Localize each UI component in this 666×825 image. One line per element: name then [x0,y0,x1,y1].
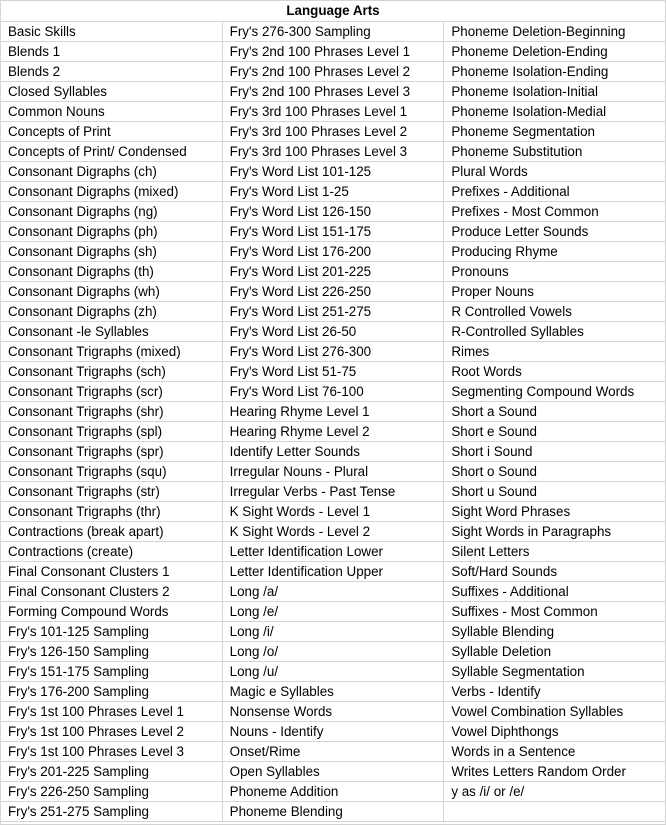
table-cell[interactable]: Phoneme Isolation-Medial [444,102,666,122]
table-cell[interactable]: Basic Skills [1,22,223,42]
table-cell[interactable]: Fry's 176-200 Sampling [1,682,223,702]
table-cell[interactable]: Producing Rhyme [444,242,666,262]
table-cell[interactable]: Consonant Trigraphs (mixed) [1,342,223,362]
table-cell[interactable]: Consonant Digraphs (mixed) [1,182,223,202]
table-cell[interactable]: Produce Letter Sounds [444,222,666,242]
table-row [1,722,666,742]
table-cell[interactable]: Irregular Nouns - Plural [222,462,444,482]
table-row [1,222,666,242]
table-cell[interactable]: Nonsense Words [222,702,444,722]
table-row [1,62,666,82]
table-cell[interactable]: Phoneme Blending [222,802,444,822]
table-cell[interactable]: Fry's Word List 251-275 [222,302,444,322]
table-cell[interactable]: Fry's 201-225 Sampling [1,762,223,782]
table-cell[interactable]: Short a Sound [444,402,666,422]
table-cell[interactable]: Concepts of Print [1,122,223,142]
table-cell[interactable]: Final Consonant Clusters 2 [1,582,223,602]
table-cell[interactable]: Fry's 101-125 Sampling [1,622,223,642]
table-cell[interactable]: Fry's Word List 276-300 [222,342,444,362]
table-cell[interactable]: Fry's Word List 101-125 [222,162,444,182]
table-cell[interactable]: Phoneme Deletion-Beginning [444,22,666,42]
table-cell[interactable]: Identify Letter Sounds [222,442,444,462]
table-cell[interactable]: Phoneme Segmentation [444,122,666,142]
table-row [1,582,666,602]
table-row [1,322,666,342]
table-cell[interactable]: Consonant Digraphs (zh) [1,302,223,322]
table-row [1,662,666,682]
table-cell[interactable]: Sight Word Phrases [444,502,666,522]
table-cell[interactable]: Syllable Segmentation [444,662,666,682]
table-cell[interactable]: Fry's 126-150 Sampling [1,642,223,662]
table-cell[interactable]: Letter Identification Lower [222,542,444,562]
table-row [1,242,666,262]
table-cell[interactable]: Consonant Trigraphs (spr) [1,442,223,462]
table-cell[interactable]: Fry's 2nd 100 Phrases Level 2 [222,62,444,82]
table-cell[interactable]: Sight Words in Paragraphs [444,522,666,542]
table-cell[interactable]: Fry's Word List 51-75 [222,362,444,382]
table-cell[interactable]: Fry's 2nd 100 Phrases Level 3 [222,82,444,102]
table-cell[interactable]: Rimes [444,342,666,362]
table-cell[interactable]: Long /a/ [222,582,444,602]
header-row [1,1,666,22]
table-cell[interactable]: Fry's 251-275 Sampling [1,802,223,822]
table-cell[interactable]: Fry's 3rd 100 Phrases Level 3 [222,142,444,162]
table-cell[interactable]: Fry's 276-300 Sampling [222,22,444,42]
table-cell[interactable]: Fry's 3rd 100 Phrases Level 1 [222,102,444,122]
table-cell[interactable]: Pronouns [444,262,666,282]
table-row [1,562,666,582]
table-cell[interactable]: Fry's Word List 151-175 [222,222,444,242]
table-cell[interactable]: Consonant Trigraphs (shr) [1,402,223,422]
table-cell[interactable]: Soft/Hard Sounds [444,562,666,582]
table-row [1,82,666,102]
table-row [1,282,666,302]
table-cell[interactable]: Magic e Syllables [222,682,444,702]
table-cell[interactable]: Verbs - Identify [444,682,666,702]
table-row [1,142,666,162]
table-row [1,182,666,202]
table-cell[interactable]: Phoneme Isolation-Initial [444,82,666,102]
table-cell[interactable]: y as /i/ or /e/ [444,782,666,802]
table-row [1,422,666,442]
table-cell[interactable]: Fry's Word List 226-250 [222,282,444,302]
table-cell[interactable]: Hearing Rhyme Level 1 [222,402,444,422]
table-cell[interactable]: Consonant Digraphs (ch) [1,162,223,182]
table-cell[interactable]: Silent Letters [444,542,666,562]
table-cell[interactable]: Vowel Combination Syllables [444,702,666,722]
table-row [1,262,666,282]
table-cell[interactable]: Phoneme Addition [222,782,444,802]
table-cell[interactable]: Short i Sound [444,442,666,462]
table-cell[interactable]: Consonant Trigraphs (squ) [1,462,223,482]
table-cell[interactable]: Phoneme Isolation-Ending [444,62,666,82]
table-cell[interactable]: Vowel Diphthongs [444,722,666,742]
table-cell[interactable]: Final Consonant Clusters 1 [1,562,223,582]
table-cell[interactable]: Long /o/ [222,642,444,662]
table-row [1,302,666,322]
table-cell[interactable]: Short e Sound [444,422,666,442]
table-row [1,742,666,762]
table-cell[interactable]: Proper Nouns [444,282,666,302]
table-cell[interactable]: Fry's Word List 76-100 [222,382,444,402]
table-row [1,542,666,562]
table-cell[interactable]: Concepts of Print/ Condensed [1,142,223,162]
table-cell[interactable]: Fry's 1st 100 Phrases Level 1 [1,702,223,722]
table-cell[interactable]: Consonant Digraphs (sh) [1,242,223,262]
table-cell[interactable]: Letter Identification Upper [222,562,444,582]
table-cell[interactable]: Suffixes - Additional [444,582,666,602]
table-cell[interactable]: Blends 2 [1,62,223,82]
table-cell[interactable]: Common Nouns [1,102,223,122]
table-cell[interactable]: Forming Compound Words [1,602,223,622]
table-cell[interactable]: Contractions (create) [1,542,223,562]
table-row [1,162,666,182]
table-row [1,342,666,362]
table-cell[interactable]: Contractions (break apart) [1,522,223,542]
table-cell[interactable]: Fry's 151-175 Sampling [1,662,223,682]
table-row [1,622,666,642]
table-body [1,1,666,822]
table-row [1,782,666,802]
table-cell[interactable]: Fry's 226-250 Sampling [1,782,223,802]
table-cell[interactable]: Suffixes - Most Common [444,602,666,622]
sheet-title[interactable]: Language Arts [1,1,666,22]
table-row [1,382,666,402]
table-cell[interactable]: Prefixes - Additional [444,182,666,202]
table-cell[interactable]: Consonant Digraphs (ng) [1,202,223,222]
table-row [1,42,666,62]
table-cell[interactable]: Long /u/ [222,662,444,682]
table-cell[interactable]: Words in a Sentence [444,742,666,762]
table-cell[interactable]: Consonant Digraphs (th) [1,262,223,282]
table-cell[interactable]: Phoneme Deletion-Ending [444,42,666,62]
table-row [1,642,666,662]
table-cell[interactable]: Short u Sound [444,482,666,502]
table-cell[interactable]: Consonant Digraphs (ph) [1,222,223,242]
table-cell[interactable]: Consonant Trigraphs (sch) [1,362,223,382]
table-cell[interactable]: Irregular Verbs - Past Tense [222,482,444,502]
table-cell[interactable]: Writes Letters Random Order [444,762,666,782]
table-cell[interactable]: R Controlled Vowels [444,302,666,322]
table-cell[interactable]: Closed Syllables [1,82,223,102]
table-cell[interactable]: Open Syllables [222,762,444,782]
table-cell[interactable]: Prefixes - Most Common [444,202,666,222]
table-cell[interactable]: Onset/Rime [222,742,444,762]
table-cell[interactable]: K Sight Words - Level 1 [222,502,444,522]
table-cell[interactable]: Long /i/ [222,622,444,642]
table-cell[interactable]: Fry's 3rd 100 Phrases Level 2 [222,122,444,142]
table-cell[interactable]: R-Controlled Syllables [444,322,666,342]
table-cell[interactable]: Phoneme Substitution [444,142,666,162]
table-cell[interactable]: Fry's Word List 126-150 [222,202,444,222]
table-row [1,522,666,542]
table-row [1,402,666,422]
table-row [1,502,666,522]
table-cell[interactable]: Consonant Trigraphs (scr) [1,382,223,402]
table-cell[interactable]: Hearing Rhyme Level 2 [222,422,444,442]
table-row [1,362,666,382]
table-cell[interactable]: Consonant Trigraphs (thr) [1,502,223,522]
table-cell[interactable]: Consonant Trigraphs (str) [1,482,223,502]
table-cell[interactable]: Blends 1 [1,42,223,62]
table-cell[interactable]: Consonant Digraphs (wh) [1,282,223,302]
table-cell[interactable]: Long /e/ [222,602,444,622]
table-row [1,442,666,462]
table-cell[interactable]: Plural Words [444,162,666,182]
table-cell[interactable]: Fry's 2nd 100 Phrases Level 1 [222,42,444,62]
table-row [1,462,666,482]
table-row [1,702,666,722]
table-cell[interactable]: Root Words [444,362,666,382]
table-cell[interactable]: Fry's Word List 1-25 [222,182,444,202]
table-cell[interactable]: Syllable Deletion [444,642,666,662]
table-cell[interactable]: Syllable Blending [444,622,666,642]
table-cell[interactable]: Fry's Word List 26-50 [222,322,444,342]
table-row [1,22,666,42]
table-cell[interactable]: Fry's Word List 201-225 [222,262,444,282]
table-cell[interactable]: Fry's 1st 100 Phrases Level 2 [1,722,223,742]
table-cell[interactable]: Short o Sound [444,462,666,482]
table-cell[interactable]: Segmenting Compound Words [444,382,666,402]
table-cell[interactable]: Consonant Trigraphs (spl) [1,422,223,442]
table-row [1,202,666,222]
table-cell[interactable]: Fry's 1st 100 Phrases Level 3 [1,742,223,762]
table-row [1,682,666,702]
table-cell[interactable]: Nouns - Identify [222,722,444,742]
table-row [1,122,666,142]
table-row [1,602,666,622]
table-cell[interactable]: K Sight Words - Level 2 [222,522,444,542]
table-cell[interactable]: Fry's Word List 176-200 [222,242,444,262]
table-row [1,102,666,122]
table-row [1,482,666,502]
table-cell[interactable]: Consonant -le Syllables [1,322,223,342]
table-row [1,802,666,822]
table-cell[interactable] [444,802,666,822]
table-row [1,762,666,782]
